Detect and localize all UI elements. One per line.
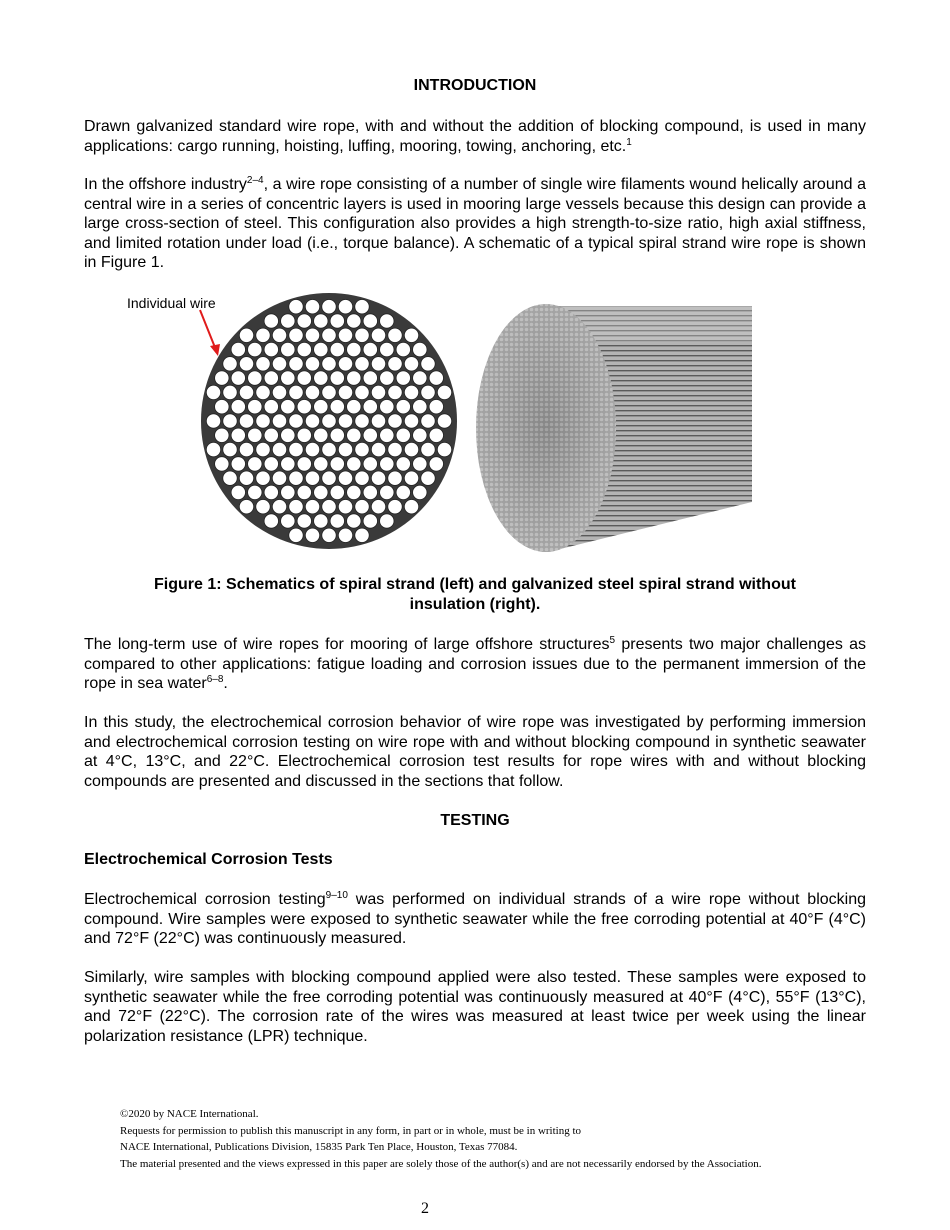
wire-circle (396, 371, 410, 385)
wire-circle (330, 457, 344, 471)
wire-circle (297, 485, 311, 499)
wire-circle (264, 314, 278, 328)
paragraph-1: Drawn galvanized standard wire rope, with and without the addition of blocking compound, is used in many applications: cargo running, hoisting, luffing, mooring, towing, anchoring, etc.$^1$ (84, 118, 866, 155)
wire-circle (371, 471, 385, 485)
wire-circle (297, 371, 311, 385)
wire-circle (388, 471, 402, 485)
wire-circle (239, 471, 253, 485)
wire-circle (305, 471, 319, 485)
wire-circle (297, 514, 311, 528)
wire-circle (248, 400, 262, 414)
wire-circle (223, 414, 237, 428)
subsection-heading: Electrochemical Corrosion Tests (84, 851, 333, 868)
wire-circle (371, 414, 385, 428)
wire-circle (239, 357, 253, 371)
wire-circle (380, 371, 394, 385)
wire-circle (347, 514, 361, 528)
wire-circle (380, 457, 394, 471)
wire-circle (215, 371, 229, 385)
wire-circle (330, 428, 344, 442)
wire-circle (380, 400, 394, 414)
wire-circle (347, 457, 361, 471)
wire-circle (281, 400, 295, 414)
wire-circle (281, 485, 295, 499)
wire-circle (330, 314, 344, 328)
wire-circle (289, 528, 303, 542)
wire-circle (231, 400, 245, 414)
figure-label-individual-wire: Individual wire (127, 295, 216, 311)
wire-circle (429, 400, 443, 414)
wire-circle (413, 485, 427, 499)
wire-circle (338, 385, 352, 399)
paragraph-5: Electrochemical corrosion testing$^{9-10}$ was performed on individual strands of a wire rope without blocking compound. Wire samples were exposed to synthetic seawater while the free corroding potential at 40°F (4°C) and 72°F (22°C) was continuously measured. (84, 890, 867, 947)
wire-circle (355, 414, 369, 428)
wire-circle (281, 314, 295, 328)
wire-circle (388, 357, 402, 371)
wire-circle (264, 342, 278, 356)
wire-circle (215, 400, 229, 414)
wire-circle (355, 300, 369, 314)
wire-circle (380, 314, 394, 328)
wire-circle (305, 500, 319, 514)
wire-circle (322, 442, 336, 456)
wire-circle (223, 357, 237, 371)
wire-circle (297, 400, 311, 414)
wire-circle (305, 442, 319, 456)
wire-circle (256, 328, 270, 342)
wire-circle (347, 314, 361, 328)
section-heading-testing: TESTING (440, 812, 510, 829)
paragraph-2: In the offshore industry$^{2-4}$, a wire rope consisting of a number of single wire filaments wound helically around a central wire in a series of concentric layers is used in mooring large vessels because this design can provide a large cross-section of steel. This configuration also provides a high strength-to-size ratio, high axial stiffness, and limited rotation under load (i.e., torque balance). A schematic of a typical spiral strand wire rope is shown in Figure 1. (84, 175, 866, 271)
wire-circle (305, 414, 319, 428)
wire-circle (314, 314, 328, 328)
wire-circle (256, 500, 270, 514)
wire-circle (256, 385, 270, 399)
wire-circle (206, 414, 220, 428)
wire-circle (338, 328, 352, 342)
wire-circle (363, 371, 377, 385)
wire-circle (248, 371, 262, 385)
wire-circle (231, 428, 245, 442)
wire-circle (363, 342, 377, 356)
wire-circle (429, 371, 443, 385)
wire-circle (330, 342, 344, 356)
paragraph-4: In this study, the electrochemical corrosion behavior of wire rope was investigated by performing immersion and electrochemical corrosion testing on wire rope with and without blocking compound in synthetic seawater at 4°C, 13°C, and 22°C. Electrochemical corrosion test results for rope wires with and without blocking compounds are presented and discussed in the sections that follow. (84, 714, 866, 790)
wire-circle (248, 342, 262, 356)
wire-circle (429, 457, 443, 471)
wire-circle (239, 328, 253, 342)
wire-circle (297, 342, 311, 356)
wire-circle (347, 485, 361, 499)
wire-circle (314, 371, 328, 385)
wire-circle (355, 328, 369, 342)
wire-circle (239, 414, 253, 428)
wire-circle (363, 514, 377, 528)
footer-line: NACE International, Publications Division, 15835 Park Ten Place, Houston, Texas 77084. (120, 1141, 518, 1153)
wire-circle (314, 428, 328, 442)
wire-circle (206, 442, 220, 456)
wire-circle (281, 342, 295, 356)
wire-circle (371, 385, 385, 399)
wire-circle (264, 400, 278, 414)
wire-circle (421, 357, 435, 371)
wire-circle (380, 485, 394, 499)
wire-circle (223, 385, 237, 399)
wire-circle (239, 385, 253, 399)
wire-circle (272, 414, 286, 428)
wire-circle (413, 428, 427, 442)
wire-circle (231, 342, 245, 356)
wire-circle (289, 442, 303, 456)
wire-circle (305, 300, 319, 314)
wire-circle (305, 528, 319, 542)
wire-circle (355, 528, 369, 542)
wire-circle (289, 500, 303, 514)
wire-circle (289, 300, 303, 314)
wire-circle (355, 471, 369, 485)
wire-circle (281, 428, 295, 442)
wire-circle (371, 500, 385, 514)
wire-circle (371, 442, 385, 456)
wire-circle (223, 471, 237, 485)
wire-circle (380, 514, 394, 528)
wire-circle (322, 328, 336, 342)
wire-circle (272, 442, 286, 456)
footer-line: Requests for permission to publish this manuscript in any form, in part or in whole, must be in writing to (120, 1124, 582, 1137)
wire-circle (272, 328, 286, 342)
wire-circle (330, 514, 344, 528)
wire-circle (239, 500, 253, 514)
wire-circle (223, 442, 237, 456)
wire-circle (404, 385, 418, 399)
wire-circle (322, 300, 336, 314)
wire-circle (289, 471, 303, 485)
wire-circle (256, 357, 270, 371)
wire-circle (421, 471, 435, 485)
wire-circle (272, 500, 286, 514)
wire-circle (330, 400, 344, 414)
wire-circle (429, 428, 443, 442)
wire-circle (413, 371, 427, 385)
wire-circle (413, 457, 427, 471)
wire-circle (281, 457, 295, 471)
wire-circle (437, 414, 451, 428)
wire-circle (297, 314, 311, 328)
wire-circle (347, 371, 361, 385)
wire-circle (264, 371, 278, 385)
wire-circle (305, 357, 319, 371)
wire-circle (231, 485, 245, 499)
wire-circle (347, 428, 361, 442)
wire-circle (264, 457, 278, 471)
wire-circle (264, 514, 278, 528)
wire-circle (396, 400, 410, 414)
wire-circle (272, 357, 286, 371)
wire-circle (272, 385, 286, 399)
wire-circle (297, 457, 311, 471)
wire-circle (289, 357, 303, 371)
wire-circle (256, 442, 270, 456)
section-heading-introduction: INTRODUCTION (413, 77, 537, 94)
wire-circle (272, 471, 286, 485)
wire-circle (388, 442, 402, 456)
wire-circle (396, 485, 410, 499)
wire-circle (256, 414, 270, 428)
wire-circle (404, 500, 418, 514)
wire-circle (437, 385, 451, 399)
galvanized-strand-photo-image (474, 302, 752, 552)
wire-circle (355, 357, 369, 371)
wire-circle (264, 485, 278, 499)
wire-circle (231, 371, 245, 385)
wire-circle (322, 414, 336, 428)
wire-circle (388, 500, 402, 514)
wire-circle (305, 385, 319, 399)
wire-circle (297, 428, 311, 442)
wire-circle (355, 442, 369, 456)
wire-circle (248, 485, 262, 499)
wire-circle (314, 485, 328, 499)
wire-circle (322, 500, 336, 514)
wire-circle (206, 385, 220, 399)
figure-caption: Figure 1: Schematics of spiral strand (left) and galvanized steel spiral strand without insulation (right). (154, 576, 796, 613)
wire-circle (413, 400, 427, 414)
wire-circle (421, 414, 435, 428)
spiral-strand-cross-section-image (196, 288, 462, 554)
wire-circle (215, 428, 229, 442)
wire-circle (338, 300, 352, 314)
wire-circle (396, 342, 410, 356)
wire-circle (404, 414, 418, 428)
wire-circle (338, 528, 352, 542)
wire-circle (413, 342, 427, 356)
wire-circle (330, 371, 344, 385)
wire-circle (363, 428, 377, 442)
wire-circle (322, 385, 336, 399)
footer-notice (120, 1106, 880, 1172)
wire-circle (314, 400, 328, 414)
wire-circle (380, 342, 394, 356)
wire-circle (330, 485, 344, 499)
wire-circle (421, 442, 435, 456)
wire-circle (264, 428, 278, 442)
wire-circle (363, 314, 377, 328)
footer-line: ©2020 by NACE International. (120, 1108, 259, 1120)
wire-circle (363, 457, 377, 471)
wire-circle (338, 500, 352, 514)
page-number: 2 (421, 1200, 429, 1217)
wire-circle (355, 500, 369, 514)
paragraph-6: Similarly, wire samples with blocking compound applied were also tested. These samples were exposed to synthetic seawater while the free corroding potential was continuously measured at 40°F (4°C), 55°F (13°C), and 72°F (22°C). The corrosion rate of the wires was measured at least twice per week using the linear polarization resistance (LPR) technique. (84, 969, 866, 1045)
wire-circle (305, 328, 319, 342)
wire-circle (314, 342, 328, 356)
wire-circle (322, 528, 336, 542)
wire-circle (347, 400, 361, 414)
wire-circle (363, 400, 377, 414)
wire-circle (322, 471, 336, 485)
wire-circle (256, 471, 270, 485)
wire-circle (396, 457, 410, 471)
wire-circle (322, 357, 336, 371)
paragraph-3: The long-term use of wire ropes for mooring of large offshore structures$^5$ presents two major challenges as compared to other applications: fatigue loading and corrosion issues due to the permanent immersion of the rope in sea water$^{6-8}$. (84, 635, 866, 692)
wire-circle (363, 485, 377, 499)
footer-line: The material presented and the views expressed in this paper are solely those of the author(s) and are not necessarily endorsed by the Association. (120, 1157, 762, 1170)
wire-circle (231, 457, 245, 471)
wire-circle (248, 428, 262, 442)
wire-circle (437, 442, 451, 456)
wire-circle (314, 514, 328, 528)
wire-circle (404, 328, 418, 342)
wire-circle (239, 442, 253, 456)
wire-circle (404, 442, 418, 456)
wire-circle (338, 357, 352, 371)
wire-circle (388, 414, 402, 428)
wire-circle (289, 385, 303, 399)
wire-circle (215, 457, 229, 471)
wire-circle (404, 471, 418, 485)
wire-circle (388, 385, 402, 399)
wire-circle (338, 414, 352, 428)
wire-circle (371, 357, 385, 371)
wire-circle (396, 428, 410, 442)
wire-circle (338, 442, 352, 456)
wire-circle (281, 371, 295, 385)
wire-circle (281, 514, 295, 528)
wire-circle (248, 457, 262, 471)
wire-circle (347, 342, 361, 356)
wire-circle (421, 385, 435, 399)
wire-circle (338, 471, 352, 485)
wire-circle (371, 328, 385, 342)
wire-circle (289, 328, 303, 342)
wire-circle (314, 457, 328, 471)
wire-circle (289, 414, 303, 428)
wire-circle (380, 428, 394, 442)
wire-circle (355, 385, 369, 399)
wire-circle (404, 357, 418, 371)
wire-circle (388, 328, 402, 342)
